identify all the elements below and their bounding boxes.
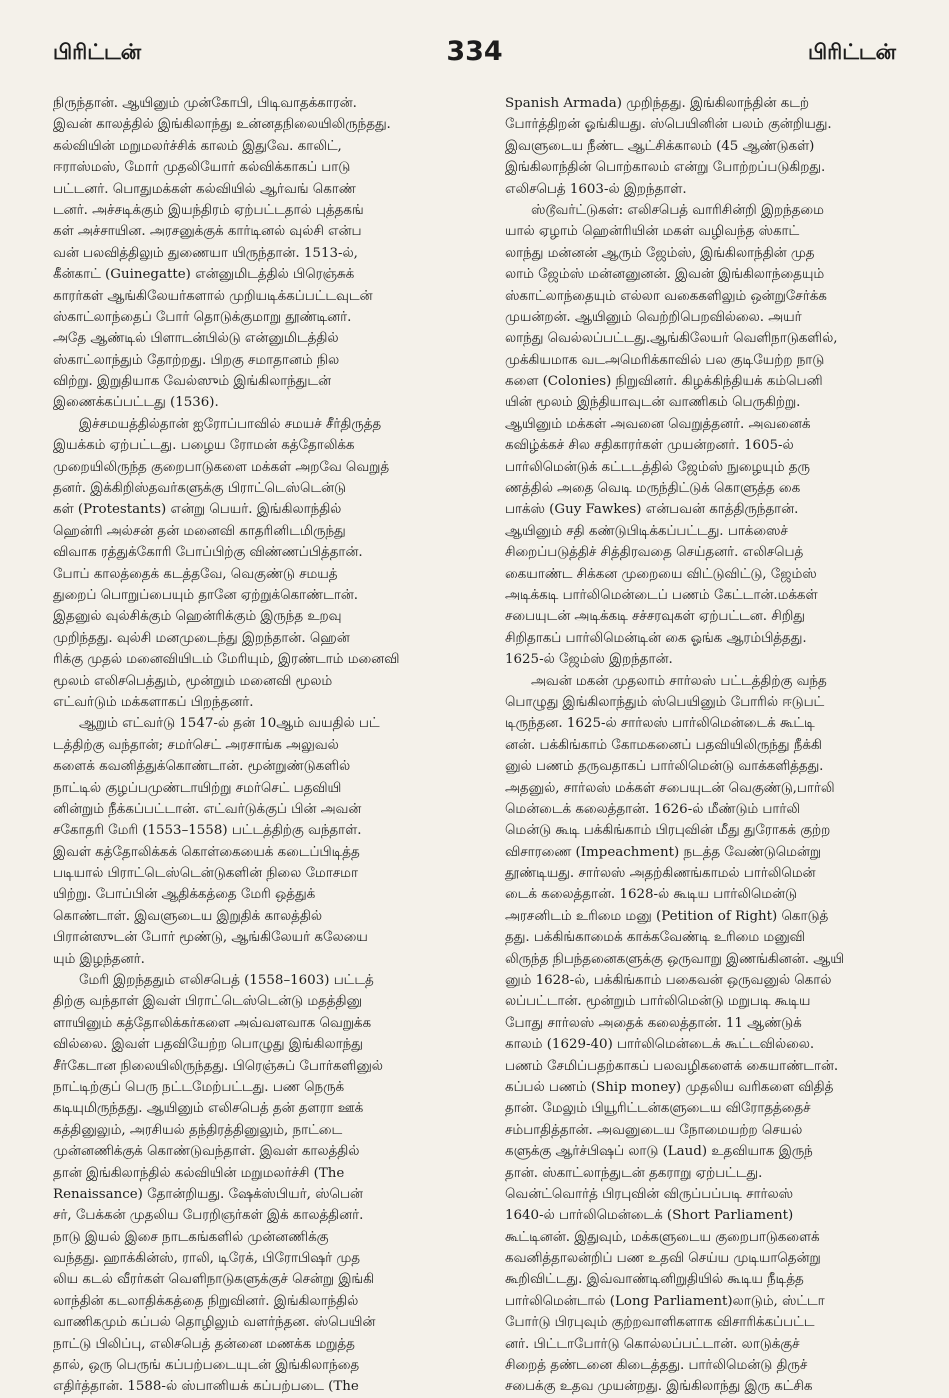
text-line: தால், ஒரு பெருங் கப்பற்படையுடன் இங்கிலாந்தை xyxy=(53,1358,360,1374)
text-line: ஆயினும் சதி கண்டுபிடிக்கப்பட்டது. பாக்ஸைச் xyxy=(505,523,788,539)
text-line: விற்று. இறுதியாக வேல்ஸும் இங்கிலாந்துடன் xyxy=(53,374,332,390)
text-line: தது. பக்கிங்காமைக் காக்கவேண்டி உரிமை மனுவி xyxy=(505,930,805,946)
text-line: நாட்டில் குழப்பமுண்டாயிற்று சமர்செட் பதவியி xyxy=(53,780,342,796)
text-line: இயக்கம் ஏற்பட்டது. பழைய ரோமன் கத்தோலிக்க xyxy=(53,438,355,454)
text-line: னும் 1628-ல், பக்கிங்காம் பகைவன் ஒருவனுல் கொல் xyxy=(505,973,832,989)
text-line: டிருந்தன. 1625-ல் சார்லஸ் பார்லிமென்டைக் கூட்டி xyxy=(505,716,815,732)
text-line: இவன் காலத்தில் இங்கிலாந்து உன்னதநிலையிலிருந்தது. xyxy=(53,117,391,133)
text-line: பிரான்ஸுடன் போர் மூண்டு, ஆங்கிலேயர் கலேயை xyxy=(53,930,368,946)
text-line: அதே ஆண்டில் பிளாடன்பில்டு என்னுமிடத்தில் xyxy=(53,331,339,347)
text-line: இதனுல் வுல்சிக்கும் ஹென்ரிக்கும் இருந்த உறவு xyxy=(53,609,342,625)
text-line: களைக் கவனித்துக்கொண்டான். மூன்றுண்டுகளில் xyxy=(53,759,351,775)
text-line: தனர். இக்கிறிஸ்தவர்களுக்கு பிராட்டெஸ்டென்டு xyxy=(53,481,346,497)
text-line: பார்லிமென்டால் (Long Parliament)லாடும், ஸ்ட்டா xyxy=(505,1293,825,1309)
text-line: முக்கியமாக வடஅமெரிக்காவில் பல குடியேற்ற நாடு xyxy=(505,352,825,368)
text-line: திற்கு வந்தாள் இவள் பிராட்டெஸ்டென்டு மதத்தினு xyxy=(53,994,363,1010)
text-line: லிருந்த நிபந்தனைகளுக்கு ஒருவாறு இணங்கினன். ஆயி xyxy=(505,951,844,967)
text-line: போப் காலத்தைக் கடத்தவே, வெகுண்டு சமயத் xyxy=(53,566,338,582)
text-line: கையாண்ட சிக்கன முறையை விட்டுவிட்டு, ஜேம்ஸ் xyxy=(505,566,817,582)
text-line: லப்பட்டான். மூன்றும் பார்லிமென்டு மறுபடி கூடிய xyxy=(505,994,811,1010)
text-line: சம்பாதித்தான். அவனுடைய நோமையற்ற செயல் xyxy=(505,1122,803,1138)
text-line: மென்டைக் கலைத்தான். 1626-ல் மீண்டும் பார்லி xyxy=(505,801,801,817)
text-line: சகோதரி மேரி (1553–1558) பட்டத்திற்கு வந்தாள். xyxy=(53,823,362,839)
text-line: கீன்காட் (Guinegatte) என்னுமிடத்தில் பிரெஞ்சுக் xyxy=(53,267,355,283)
text-line: ஸ்காட்லாந்தும் தோற்றது. பிறகு சமாதானம் நில xyxy=(53,352,340,368)
text-line: கவனித்தாலன்றிப் பண உதவி செய்ய முடியாதென்று xyxy=(505,1251,821,1267)
text-line: கூறிவிட்டது. இவ்வாண்டினிறுதியில் கூடிய நீடித்த xyxy=(505,1272,804,1288)
text-line: சிறிதாகப் பார்லிமென்டின் கை ஓங்க ஆரம்பித்தது. xyxy=(505,630,807,646)
text-line: முயன்றன். ஆயினும் வெற்றிபெறவில்லை. அயர் xyxy=(505,309,802,325)
text-line: லாம் ஜேம்ஸ் மன்னனுனன். இவன் இங்கிலாந்தையும் xyxy=(505,267,825,283)
text-line: மேரி இறந்ததும் எலிசபெத் (1558–1603) பட்டத் xyxy=(79,973,374,989)
text-line: பாக்ஸ் (Guy Fawkes) என்பவன் காத்திருந்தான். xyxy=(505,502,799,518)
running-head-right: பிரிட்டன் xyxy=(807,40,896,64)
text-line: டைக் கலைத்தான். 1628-ல் கூடிய பார்லிமென்டு xyxy=(505,887,797,903)
text-line: 1625-ல் ஜேம்ஸ் இறந்தான். xyxy=(505,652,673,668)
text-line: இவள் கத்தோலிக்கக் கொள்கையைக் கடைப்பிடித்த xyxy=(53,844,360,860)
text-line: னன். பக்கிங்காம் கோமகனைப் பதவியிலிருந்து நீக்கி xyxy=(505,737,822,753)
text-line: அவன் மகன் முதலாம் சார்லஸ் பட்டத்திற்கு வந்த xyxy=(531,673,827,689)
text-line: லிய கடல் வீரர்கள் வெளிநாடுகளுக்குச் சென்று இங்கி xyxy=(53,1272,375,1288)
text-line: தூண்டியது. சார்லஸ் அதற்கிணங்காமல் பார்லிமென் xyxy=(505,866,816,882)
text-line: மூலம் எலிசபெத்தும், மூன்றும் மனைவி மூலம் xyxy=(53,673,333,689)
text-line: யின் மூலம் இந்தியாவுடன் வாணிகம் பெருகிற்று. xyxy=(505,395,801,411)
text-line: விசாரணை (Impeachment) நடத்த வேண்டுமென்று xyxy=(505,844,822,860)
right-column xyxy=(505,93,905,1398)
text-line: ளாயினும் கத்தோலிக்கர்களை அவ்வளவாக வெறுக்க xyxy=(53,1015,372,1031)
text-line: கல்வியின் மறுமலர்ச்சிக் காலம் இதுவே. காலிட், xyxy=(53,138,342,154)
text-line: நாட்டிற்குப் பெரு நட்டமேற்பட்டது. பண நெருக் xyxy=(53,1079,345,1095)
text-line: முன்னணிக்குக் கொண்டுவந்தாள். இவள் காலத்தில் xyxy=(53,1144,360,1160)
text-line: அதனுல், சார்லஸ் மக்கள் சபையுடன் வெகுண்டு,பார்லி xyxy=(505,780,835,796)
text-line: கள் அச்சாயின. அரசனுக்குக் கார்டினல் வுல்சி என்ப xyxy=(53,224,362,240)
text-line: கப்பல் பணம் (Ship money) முதலிய வரிகளை விதித் xyxy=(505,1079,834,1095)
text-line: வன் பலவித்திலும் துணையா யிருந்தான். 1513-ல், xyxy=(53,245,358,261)
text-line: லாந்து மன்னன் ஆரும் ஜேம்ஸ், இங்கிலாந்தின் முத xyxy=(505,245,815,261)
text-line: ஹென்ரி அல்சன் தன் மனைவி காதரினிடமிருந்து xyxy=(53,523,346,539)
text-line: ரிக்கு முதல் மனைவியிடம் மேரியும், இரண்டாம் மனைவி xyxy=(53,652,400,668)
text-line: போர்த்திறன் ஓங்கியது. ஸ்பெயினின் பலம் குன்றியது. xyxy=(505,117,832,133)
text-line: வாணிகமும் கப்பல் தொழிலும் வளர்ந்தன. ஸ்பெயின் xyxy=(53,1315,376,1331)
text-line: முறிந்தது. வுல்சி மனமுடைந்து இறந்தான். ஹென் xyxy=(53,630,350,646)
text-line: விவாக ரத்துக்கோரி போப்பிற்கு விண்ணப்பித்தான். xyxy=(53,545,363,561)
text-line: ஆறும் எட்வர்டு 1547-ல் தன் 10ஆம் வயதில் பட் xyxy=(79,716,380,732)
text-line: ஸ்காட்லாந்தையும் எல்லா வகைகளிலும் ஒன்றுசேர்க்க xyxy=(505,288,827,304)
text-line: சிறைத் தண்டனை கிடைத்தது. பார்லிமென்டு திருச் xyxy=(505,1358,808,1374)
text-line: நாடு இயல் இசை நாடகங்களில் முன்னணிக்கு xyxy=(53,1229,329,1245)
text-line: பார்லிமென்டுக் கட்டடத்தில் ஜேம்ஸ் நுழையும் தரு xyxy=(505,459,810,475)
text-line: லாந்தின் கடலாதிக்கத்தை நிறுவினர். இங்கிலாந்தில் xyxy=(53,1293,359,1309)
text-line: இங்கிலாந்தின் பொற்காலம் என்று போற்றப்படுகிறது. xyxy=(505,160,826,176)
text-line: கள் (Protestants) என்று பெயர். இங்கிலாந்தில் xyxy=(53,502,342,518)
text-line: எட்வர்டும் மக்களாகப் பிறந்தனர். xyxy=(53,694,254,710)
text-line: வில்லை. இவள் பதவியேற்ற பொழுது இங்கிலாந்து xyxy=(53,1037,363,1053)
text-line: களை (Colonies) நிறுவினர். கிழக்கிந்தியக் கம்பெனி xyxy=(505,374,823,390)
text-line: போது சார்லஸ் அதைக் கலைத்தான். 11 ஆண்டுக் xyxy=(505,1015,802,1031)
text-line: னின்றும் நீக்கப்பட்டான். எட்வர்டுக்குப் பின் அவன் xyxy=(53,801,362,817)
text-line: படியால் பிராட்டெஸ்டென்டுகளின் நிலை மோசமா xyxy=(53,866,358,882)
text-line: ஸ்காட்லாந்தைப் போர் தொடுக்குமாறு தூண்டினர். xyxy=(53,309,352,325)
left-column xyxy=(53,93,453,1398)
text-line: தான் இங்கிலாந்தில் கல்வியின் மறுமலர்ச்சி (The xyxy=(53,1165,345,1181)
text-line: அடிக்கடி பார்லிமென்டைப் பணம் கேட்டான்.மக்கள் xyxy=(505,587,818,603)
text-line: துறைப் பொறுப்பையும் தானே ஏற்றுக்கொண்டான். xyxy=(53,587,358,603)
text-line: களுக்கு ஆர்ச்பிஷப் லாடு (Laud) உதவியாக இருந் xyxy=(505,1144,813,1160)
text-line: யால் ஏழாம் ஹென்ரியின் மகள் வழிவந்த ஸ்காட் xyxy=(505,224,800,240)
text-line: காலம் (1629-40) பார்லிமென்டைக் கூட்டவில்லை. xyxy=(505,1037,815,1053)
text-line: மென்டு கூடி பக்கிங்காம் பிரபுவின் மீது துரோகக் குற்ற xyxy=(505,823,831,839)
text-line: எலிசபெத் 1603-ல் இறந்தாள். xyxy=(505,181,687,197)
text-line: எதிர்த்தான். 1588-ல் ஸ்பானியக் கப்பற்படை (The xyxy=(53,1379,359,1395)
text-line: வந்தது. ஹாக்கின்ஸ், ராலி, டிரேக், பிரோபிஷர் முத xyxy=(53,1251,360,1267)
text-line: ணத்தில் அதை வெடி மருந்திட்டுக் கொளுத்த கை xyxy=(505,481,801,497)
text-line: Spanish Armada) முறிந்தது. இங்கிலாந்தின் கடற் xyxy=(505,96,809,111)
text-line: இணைக்கப்பட்டது (1536). xyxy=(53,395,219,411)
running-head-left: பிரிட்டன் xyxy=(53,40,142,64)
text-line: தான். ஸ்காட்லாந்துடன் தகராறு ஏற்பட்டது. xyxy=(505,1165,763,1181)
text-line: இவளுடைய நீண்ட ஆட்சிக்காலம் (45 ஆண்டுகள்) xyxy=(505,138,815,154)
text-line: Renaissance) தோன்றியது. ஷேக்ஸ்பியர், ஸ்பென் xyxy=(53,1186,363,1202)
text-line: டத்திற்கு வந்தான்; சமர்செட் அரசாங்க அலுவல் xyxy=(53,737,339,753)
text-line: வென்ட்வொர்த் பிரபுவின் விருப்பப்படி சார்லஸ் xyxy=(505,1186,793,1202)
text-line: டனர். அச்சடிக்கும் இயந்திரம் ஏற்பட்டதால் புத்தகங் xyxy=(53,202,364,218)
text-line: ஸ்டூவர்ட்டுகள்: எலிசபெத் வாரிசின்றி இறந்தமை xyxy=(531,202,824,218)
text-line: ஆயினும் மக்கள் அவனை வெறுத்தனர். அவனைக் xyxy=(505,416,811,432)
text-line: சபைக்கு உதவ முயன்றது. இங்கிலாந்து இரு கட்சிக xyxy=(505,1379,813,1395)
text-line: பட்டனர். பொதுமக்கள் கல்வியில் ஆர்வங் கொண் xyxy=(53,181,356,197)
text-line: தான். மேலும் பியூரிட்டன்களுடைய விரோதத்தைச் xyxy=(505,1101,811,1117)
page-number: 334 xyxy=(446,36,503,67)
text-line: யும் இழந்தனர். xyxy=(53,951,145,967)
page-header xyxy=(0,36,949,80)
text-line: சபையுடன் அடிக்கடி சச்சரவுகள் ஏற்பட்டன. சிறிது xyxy=(505,609,805,625)
text-line: கடியுமிருந்தது. ஆயினும் எலிசபெத் தன் தளரா ஊக் xyxy=(53,1101,364,1117)
text-line: சீர்கேடான நிலையிலிருந்தது. பிரெஞ்சுப் போர்களினுல் xyxy=(53,1058,383,1074)
text-line: கத்தினுலும், அரசியல் தந்திரத்தினுலும், நாட்டை xyxy=(53,1122,343,1138)
text-line: பொழுது இங்கிலாந்தும் ஸ்பெயினும் போரில் ஈடுபட் xyxy=(505,694,825,710)
text-line: நாட்டு பிலிப்பு, எலிசபெத் தன்னை மணக்க மறுத்த xyxy=(53,1336,355,1352)
text-line: கவிழ்க்கச் சில சதிகாரர்கள் முயன்றனர். 1605-ல் xyxy=(505,438,794,454)
text-line: னர். பிட்டாபோர்டு கொல்லப்பட்டான். லாடுக்குச் xyxy=(505,1336,800,1352)
text-line: 1640-ல் பார்லிமென்டைக் (Short Parliament) xyxy=(505,1208,794,1224)
text-line: கூட்டினன். இதுவும், மக்களுடைய குறைபாடுகளைக் xyxy=(505,1229,820,1245)
text-line: முறையிலிருந்த குறைபாடுகளை மக்கள் அறவே வெறுத் xyxy=(53,459,390,475)
text-line: பணம் சேமிப்பதற்காகப் பலவழிகளைக் கையாண்டான். xyxy=(505,1058,839,1074)
text-line: அரசனிடம் உரிமை மனு (Petition of Right) கொடுத் xyxy=(505,908,829,924)
text-line: சர், பேக்கன் முதலிய பேரறிஞர்கள் இக் காலத்தினர். xyxy=(53,1208,364,1224)
text-line: நிருந்தான். ஆயினும் முன்கோபி, பிடிவாதக்காரன். xyxy=(53,96,357,111)
text-line: போர்டு பிரபுவும் குற்றவாளிகளாக விசாரிக்கப்பட்ட xyxy=(505,1315,815,1331)
text-line: ஈராஸ்மஸ், மோர் முதலியோர் கல்விக்காகப் பாடு xyxy=(53,160,351,176)
text-line: சிறைப்படுத்திச் சித்திரவதை செய்தனர். எலிசபெத் xyxy=(505,545,804,561)
text-line: னுல் பணம் தருவதாகப் பார்லிமென்டு வாக்களித்தது. xyxy=(505,759,824,775)
text-line: கொண்டாள். இவளுடைய இறுதிக் காலத்தில் xyxy=(53,908,322,924)
text-line: இச்சமயத்தில்தான் ஐரோப்பாவில் சமயச் சீர்திருத்த xyxy=(79,416,382,432)
text-line: காரர்கள் ஆங்கிலேயர்களால் முறியடிக்கப்பட்டவுடன் xyxy=(53,288,373,304)
text-line: லாந்து வெல்லப்பட்டது.ஆங்கிலேயர் வெளிநாடுகளில், xyxy=(505,331,838,347)
text-line: யிற்று. போப்பின் ஆதிக்கத்தை மேரி ஒத்துக் xyxy=(53,887,316,903)
